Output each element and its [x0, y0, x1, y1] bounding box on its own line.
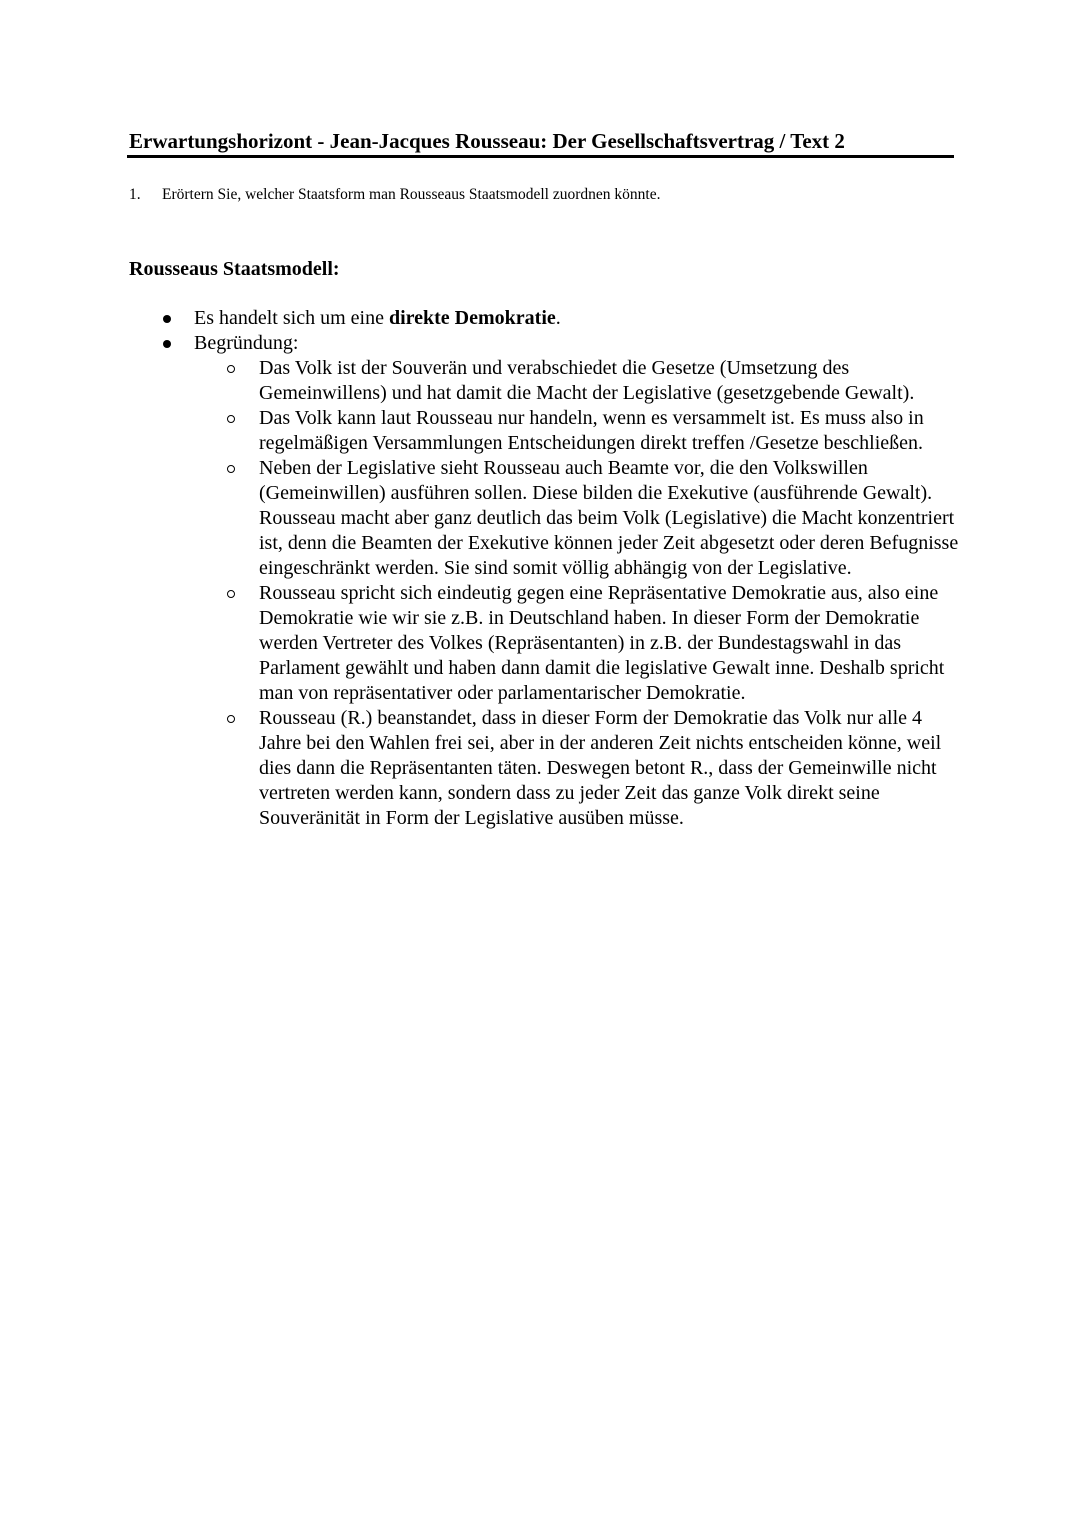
- bullet-text-emphasis: direkte Demokratie: [388, 307, 556, 329]
- subpoint-item: [225, 456, 961, 581]
- subpoint-item: [225, 706, 961, 831]
- circle-bullet-icon: [227, 465, 235, 473]
- bullet-item-staatsform: [160, 306, 960, 331]
- subpoint-list: [225, 356, 960, 831]
- circle-bullet-icon: [227, 365, 235, 373]
- bullet-label: Begründung:: [194, 332, 299, 354]
- title-underline: [127, 155, 954, 158]
- document-title: Erwartungshorizont - Jean-Jacques Rousseau: Der Gesellschaftsvertrag / Text 2: [129, 129, 845, 153]
- bullet-dot-icon: [163, 340, 171, 348]
- subpoint-item: [225, 406, 961, 456]
- circle-bullet-icon: [227, 590, 235, 598]
- bullet-text-prefix: Es handelt sich um eine: [194, 307, 389, 329]
- task-number: 1.: [129, 186, 141, 203]
- bullet-dot-icon: [163, 315, 171, 323]
- bullet-list: [160, 306, 960, 831]
- subpoint-text: Rousseau (R.) beanstandet, dass in dieser Form der Demokratie das Volk nur alle 4 Jahre bei den Wahlen frei sei, aber in der anderen Zeit nichts entscheiden könne, weil dies dann die Repräsentanten täten. Deswegen betont R., dass der Gemeinwille nicht vertreten werden kann, sondern dass zu jeder Zeit das ganze Volk direkt seine Souveränität in Form der Legislative ausüben müsse.: [259, 707, 942, 829]
- section-heading: Rousseaus Staatsmodell:: [129, 258, 340, 280]
- circle-bullet-icon: [227, 715, 235, 723]
- subpoint-item: [225, 581, 961, 706]
- bullet-item-begruendung: [160, 331, 960, 831]
- subpoint-text: Das Volk kann laut Rousseau nur handeln, wenn es versammelt ist. Es muss also in regelmäßigen Versammlungen Entscheidungen direkt treffen /Gesetze beschließen.: [259, 407, 924, 454]
- task-prompt: [129, 185, 660, 205]
- task-text: Erörtern Sie, welcher Staatsform man Rousseaus Staatsmodell zuordnen könnte.: [162, 186, 661, 203]
- subpoint-text: Das Volk ist der Souverän und verabschiedet die Gesetze (Umsetzung des Gemeinwillens) und hat damit die Macht der Legislative (gesetzgebende Gewalt).: [259, 357, 915, 404]
- bullet-text-suffix: .: [555, 307, 561, 329]
- subpoint-item: [225, 356, 961, 406]
- subpoint-text: Rousseau spricht sich eindeutig gegen eine Repräsentative Demokratie aus, also eine Demokratie wie wir sie z.B. in Deutschland haben. In dieser Form der Demokratie werden Vertreter des Volkes (Repräsentanten) in z.B. der Bundestagswahl in das Parlament gewählt und haben dann damit die legislative Gewalt inne. Deshalb spricht man von repräsentativer oder parlamentarischer Demokratie.: [259, 582, 945, 704]
- circle-bullet-icon: [227, 415, 235, 423]
- subpoint-text: Neben der Legislative sieht Rousseau auch Beamte vor, die den Volkswillen (Gemeinwillen) ausführen sollen. Diese bilden die Exekutive (ausführende Gewalt). Rousseau macht aber ganz deutlich das beim Volk (Legislative) die Macht konzentriert ist, denn die Beamten der Exekutive können jeder Zeit abgesetzt oder deren Befugnisse eingeschränkt werden. Sie sind somit völlig abhängig von der Legislative.: [259, 457, 959, 579]
